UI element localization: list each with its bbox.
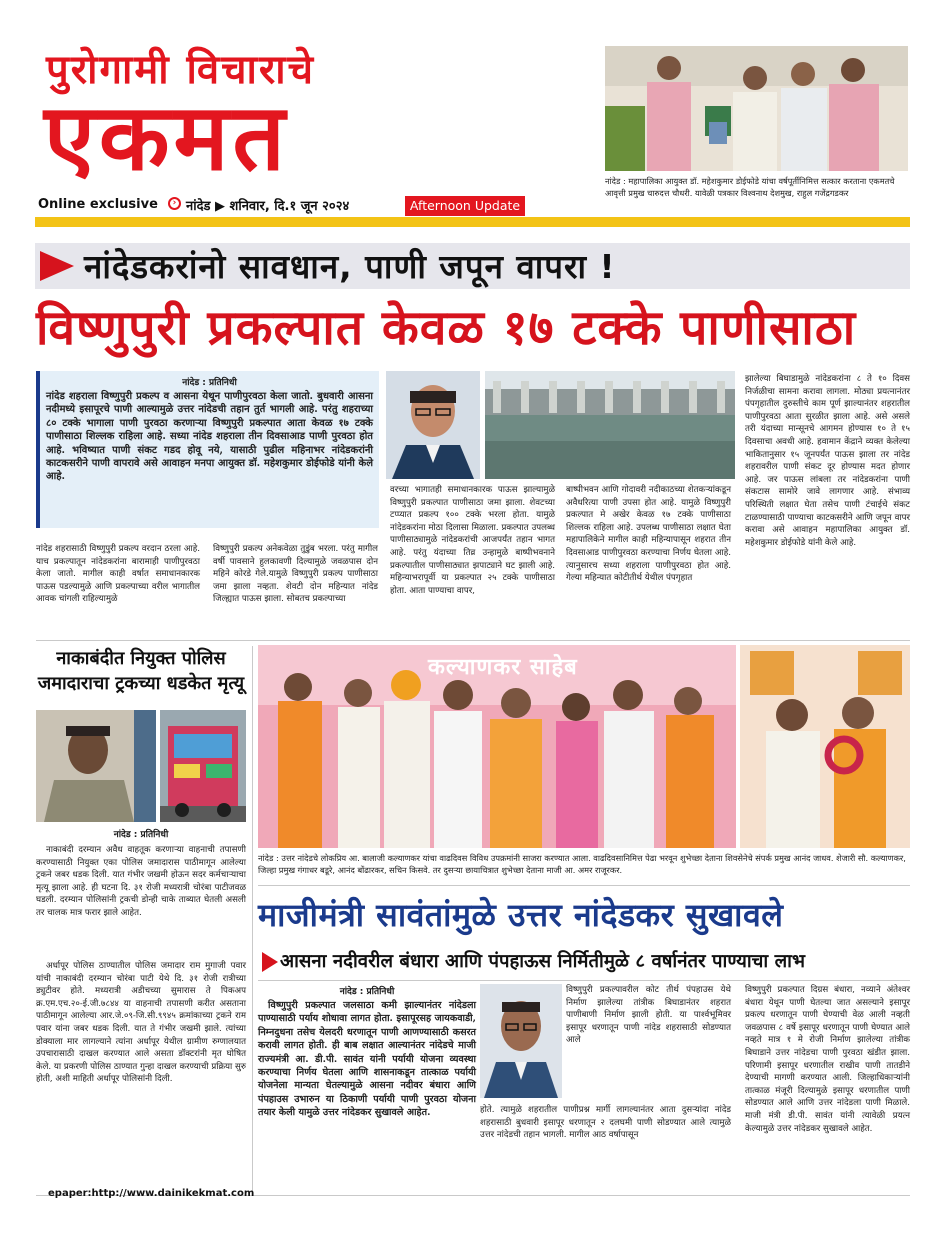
play-triangle-icon (40, 251, 74, 281)
birthday-event-photo (258, 645, 736, 848)
sawant-col-3: विष्णुपुरी प्रकल्पात दिग्रस बंधारा, नव्याने अंतेश्वर बंधारा येथून पाणी घेतल्या जात असल्याने इसापूर प्रकल्प धरणातून पाणी घेण्याची वेळ आली नव्हती जवळपास ८ वर्षे इसापूर धरणातून पाणी घेण्यात आले नव्हते मात्र १ मे रोजी निर्माण झालेल्या तांत्रीक बिघाडाने उत्तर नांदेडचा पाणी पुरवठा खंडीत झाला. परिणामी इसापूर धरणातील राखीव पाणी तातडीने देण्याची मागणी करण्यात आली. जिल्हाधिकाऱ्यांनी तात्काळ मंजूरी दिल्यामुळे इसापूर धरणातील पाणी सोडण्यात आले आणि उत्तर नांदेडला पाणी मिळाले. माजी मंत्री डी.पी. सावंत यांनी त्यावेळी प्रयत्न केल्यामुळे उत्तर नांदेडकर सुखावले आहेत. (745, 985, 910, 1134)
sawant-intro: विष्णुपुरी प्रकल्पात जलसाठा कमी झाल्यानंतर नांदेडला पाण्यासाठी पर्याय शोधावा लागत होता. इसापूरसह जायकवाडी, निम्नदुधना तसेच येलदरी धरणातून पाणी आणण्यासाठी कसरत करावी लागत होती. ही बाब लक्षात आल्यानंतर नांदेडचे माजी राज्यमंत्री आ. डी.पी. सावंत यांनी पर्यायी योजना व्यवस्था करण्याचा निर्णय घेतला आणि शासनाकडून तात्काळ पर्यायी योजनेला मान्यता घेतल्यामुळे आसना नदीवर बंधारा आणि पंपहाउस उभारुन या ठिकाणी पर्यायी पाणी पुरवठा योजना तयार केली यामुळे उत्तर नांदेडकर सुखावले आहेत. (258, 1000, 476, 1119)
divider-4 (258, 980, 910, 981)
lead-col-3: वरच्या भागातही समाधानकारक पाऊस झाल्यामुळे विष्णुपुरी प्रकल्पात पाणीसाठा जमा झाला. शेवटच्या टप्प्यात प्रकल्प १०० टक्के भरला होता. यामुळे नांदेडकरांना मोठा दिलासा मिळाला. प्रकल्पात उपलब्ध पाणीसाठ्यामुळे नांदेडकरांची आजपर्यंत तहान भागत आहे. परंतु यंदाच्या तिव्र उन्हामुळे बाष्पीभवनाने प्रकल्पातील पाणीसाठ्यात झपाट्याने घट झाली आहे. महिन्याभरापूर्वी या प्रकल्पात २५ टक्के पाणीसाठा होता. आता पाण्याचा वापर, (390, 485, 555, 596)
police-headline-line2: जमादाराचा ट्रकच्या धडकेत मृत्यू (37, 673, 245, 694)
masthead-logo-title: एकमत (44, 84, 289, 191)
sawant-col-2a: विष्णुपुरी प्रकल्पावरील कोट तीर्थ पंपहाउस येथे निर्माण झालेल्या तांत्रीक बिघाडानंतर शहरात पाणीबाणी निर्माण झाली होती. या पार्श्वभूमिवर इसापूर धरणातून पाणी नांदेड शहरासाठी सोडण्यात आले (566, 985, 731, 1046)
sawant-subheadline: आसना नदीवरील बंधारा आणि पंपहाऊस निर्मितीमुळे ८ वर्षानंतर पाण्याचा लाभ (280, 951, 805, 972)
lead-col-1: नांदेड शहरासाठी विष्णुपुरी प्रकल्प वरदान ठरला आहे. याच प्रकल्पातून नांदेडकरांना बारामाही पाणीपुरवठा केला जातो. मागील काही वर्षात समाधानकारक पाऊस पडल्यामुळे आणि प्रकल्पाच्या वरील भागातील आवक चांगली राहिल्यामुळे (36, 544, 200, 605)
online-exclusive-label: Online exclusive (38, 197, 158, 212)
truck-photo (160, 710, 246, 822)
divider-1 (36, 640, 910, 641)
event-photo-caption: नांदेड : उत्तर नांदेडचे लोकप्रिय आ. बालाजी कल्याणकर यांचा वाढदिवस विविध उपक्रमांनी साजरा करण्यात आला. वाढदिवसानिमित्त पेढा भरवून शुभेच्छा देताना शिवसेनेचे संपर्क प्रमुख आनंद जाधव. शेजारी सौ. कल्याणकर, जिल्हा प्रमुख गंगाधर बडूरे, आनंद बोंढारकर, सचिन किसवे. तर दुसऱ्या छायाचित्रात शुभेच्छा देताना माजी आ. अमर राजूरकर. (258, 853, 906, 875)
lead-byline: नांदेड : प्रतिनिधी (182, 378, 237, 388)
police-byline: नांदेड : प्रतिनिधी (113, 830, 169, 840)
sub-triangle-icon (262, 952, 278, 972)
police-portrait (36, 710, 156, 822)
lead-headline: विष्णुपुरी प्रकल्पात केवळ १७ टक्के पाणीसाठा (36, 300, 857, 356)
dateline: नांदेड ▶ शनिवार, दि.१ जून २०२४ (186, 199, 350, 214)
sawant-headline: माजीमंत्री सावंतांमुळे उत्तर नांदेडकर सुखावले (258, 896, 784, 934)
arrow-circle-icon: › (168, 197, 181, 210)
sawant-portrait (480, 984, 562, 1098)
police-para-2: अर्धापूर पोलिस ठाण्यातील पोलिस जमादार राम मुगाजी पवार यांची नाकाबंदी दरम्यान चोरंबा पाटी येथे दि. ३१ रोजी रात्रीच्या ड्युटीवर होते. मध्यरात्री अडीचच्या सुमारास ते पिकअप क्र.एम.एच.२०-ई.जी.७८४४ या वाहनाची तपासणी करीत असताना पाठीमागून आलेल्या आर.जे.०९-जि.सी.९९४५ क्रमांकाच्या ट्रकने राम पवार यांना जबर धडक दिली. यात ते गंभीर जखमी झाले. त्यांच्या डोक्याला मार लागल्याने त्यांना अर्धापूर येथील ग्रामीण रुग्णालयात उपचारासाठी दाखल करण्यात आले असता डॉक्टरांनी मृत घोषित केले. या प्रकरणी पोलिस ठाण्यात गुन्हा दाखल करण्याची प्रक्रिया सुरु होती, अशी माहिती अर्धापूर पोलिसांनी दिली. (36, 961, 246, 1085)
divider-2 (252, 646, 253, 1191)
masthead-yellow-rule (35, 217, 910, 227)
lead-col-4: बाष्पीभवन आणि गोदावरी नदीकाठच्या शेतकऱ्यांकडून अवैधरित्या पाणी उपसा होत आहे. यामुळे विष्णुपुरी प्रकल्पात मे अखेर केवळ १७ टक्के पाणीसाठा शिल्लक राहिला आहे. उपलब्ध पाणीसाठा लक्षात घेता महापालिकेने मागील काही महिन्यापासून शहरात तीन दिवसाआड पाणीपुरवठा करण्याचा निर्णय घेतला आहे. त्यानुसारच सध्या शहराला पाणीपुरवठा होत आहे. गेल्या महिन्यात कोटीतीर्थ येथील पंपगृहात (566, 485, 731, 584)
divider-3 (258, 885, 910, 886)
sawant-col-2b: होते. त्यामुळे शहरातील पाणीप्रश्न मार्गी लागल्यानंतर आता दुसऱ्यांदा नांदेड शहरासाठी बुधवारी इसापूर धरणातून २ दलघमी पाणी सोडण्यात आले त्यामुळे उत्तर नांदेडची तहान भागली. मागील आठ वर्षापासून (480, 1105, 731, 1141)
lead-intro-box (36, 371, 379, 528)
event-banner-text: कल्याणकर साहेब (428, 655, 578, 680)
greeting-photo (740, 645, 910, 848)
top-photo (605, 46, 908, 171)
masthead (0, 0, 945, 230)
footer-epaper-link[interactable]: epaper:http://www.dainikekmat.com (48, 1188, 255, 1199)
masthead-tagline: पुरोगामी विचाराचे (46, 47, 316, 93)
police-headline-line1: नाकाबंदीत नियुक्त पोलिस (56, 648, 226, 669)
police-para-1: नाकाबंदी दरम्यान अवैध वाहतूक करणाऱ्या वाहनाची तपासणी करण्यासाठी नियुक्त एका पोलिस जमादारास पाठीमागून आलेल्या ट्रकने जबर धडक दिली. यात गंभीर जखमी होऊन सदर कर्मचाऱ्याचा मृत्यू झाला आहे. ही घटना दि. ३१ रोजी मध्यरात्री चोरंबा पाटीजवळ घडली. दरम्यान पोलिसांनी ट्रकची डोन्ही चाके ताब्यात घेतली असली तर चालक मात्र फरार झाले आहेत. (36, 845, 246, 918)
commissioner-portrait (386, 371, 480, 479)
update-badge: Afternoon Update (405, 196, 525, 216)
sawant-byline: नांदेड : प्रतिनिधी (339, 987, 395, 997)
dam-photo (485, 371, 735, 479)
police-headline (36, 646, 246, 696)
lead-intro: नांदेड शहराला विष्णुपुरी प्रकल्प व आसना येथून पाणीपुरवठा केला जातो. बुधवारी आसना नदीमध्ये इसापूरचे पाणी आल्यामुळे उत्तर नांदेडची तहान तुर्त भागली आहे. परंतु शहराच्या ८० टक्के भागाला पाणी पुरवठा करणाऱ्या विष्णुपुरी प्रकल्पात आता केवळ १७ टक्के पाणीसाठा शिल्लक राहिला आहे. सध्या नांदेड शहराला तीन दिवसाआड पाणी पुरवठा होत आहे. भविष्यात पाणी संकट गडद होवू नये, यासाठी पुढील महिनाभर नांदेडकरांनी काटकसरीने पाणी वापरावे असे आवाहन मनपा आयुक्त डॉ. महेशकुमार डोईफोडे यांनी केले आहे. (46, 391, 373, 483)
lead-col-2: विष्णुपुरी प्रकल्प अनेकवेळा तुडुंब भरला. परंतु मागील वर्षी पावसाने हुलकावणी दिल्यामुळे जवळपास दोन महिने कोरडे गेले.यामुळे विष्णुपुरी प्रकल्प पाणीसाठा जमा झाला नव्हता. शेवटी दोन महिन्यात नांदेड जिल्ह्यात पाऊस झाला. सोबतच प्रकल्पाच्या (213, 544, 378, 605)
sawant-intro-box (258, 984, 476, 1120)
footer-epaper-bar (36, 1181, 910, 1199)
lead-kicker: नांदेडकरांनो सावधान, पाणी जपून वापरा ! (84, 247, 616, 286)
lead-col-5: झालेल्या बिघाडामुळे नांदेडकरांना ८ ते १० दिवस निर्जळीचा सामना करावा लागला. मोठ्या प्रयत्नानंतर पंपगृहातील दुरुस्तीचे काम पूर्ण झाल्यानंतर शहरातील पाणीपुरवठा आता सुरळीत झाला आहे. असे असले तरी यंदाच्या मान्सूनचे आगमन होण्यास १० ते १५ दिवसाचा अवधी आहे. हवामान केंद्राने व्यक्त केलेल्या भाकितानुसार १५ जूनपर्यंत पाऊस झाला तर नांदेड शहरावरील पाणी संकट दूर होण्यास मदत होणार आहे. जर पाऊस लांबला तर नांदेडकरांना पाणी संकटास सामोरे जावे लागणार आहे. संभाव्य परिस्थिती लक्षात घेता तसेच पाणी टंचाईचे संकट टाळण्यासाठी पाण्याचा काटकसरीने आणि जपून वापर करावा असे आवाहन महापालिका आयुक्त डॉ. महेशकुमार डोईफोडे यांनी केले आहे. (745, 374, 910, 548)
top-photo-caption: नांदेड : महापालिका आयुक्त डॉ. महेशकुमार डोईफोडे यांचा वर्षपूर्तीनिमित्त सत्कार करताना एकमतचे आवृत्ती प्रमुख चारुदत्त चौधरी. यावेळी पत्रकार विश्वनाथ देशमुख, राहुल गजेंद्रगडकर (605, 176, 895, 198)
